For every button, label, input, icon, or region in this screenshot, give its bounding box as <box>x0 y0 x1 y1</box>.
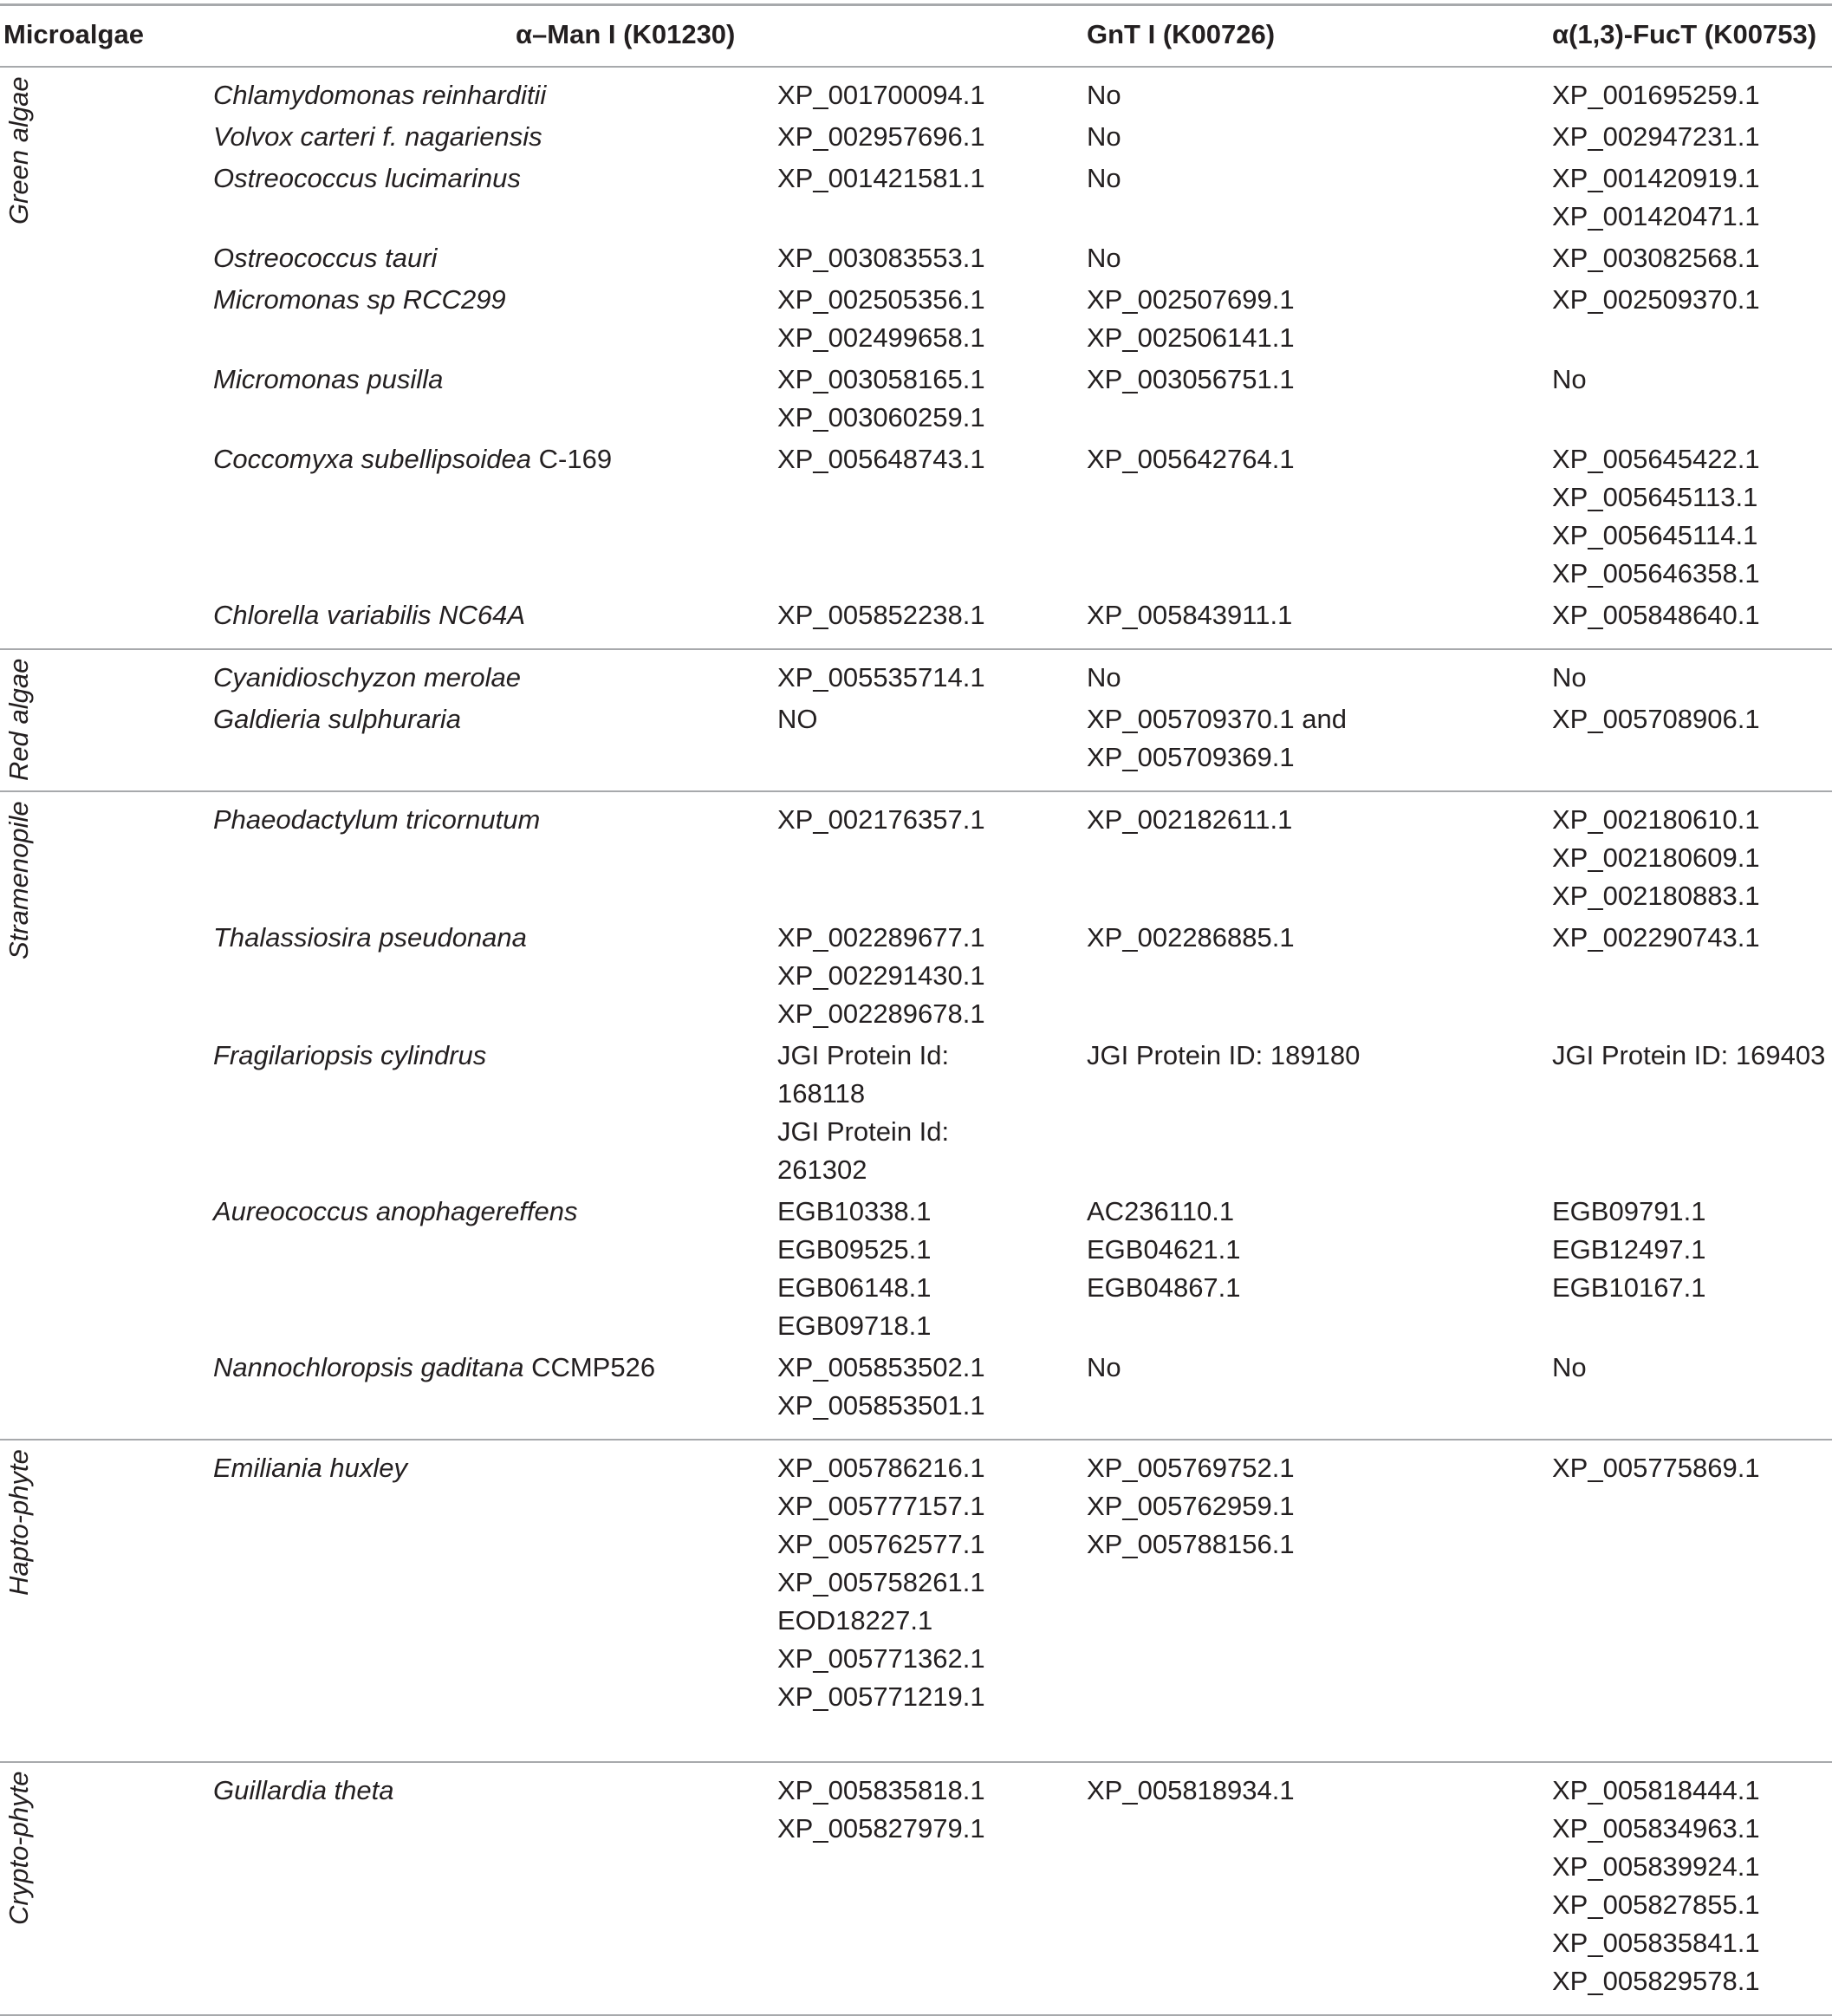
cell-fuct: XP_002180610.1 XP_002180609.1 XP_002180883.1 <box>1552 804 1760 911</box>
cell-fuct: XP_005848640.1 <box>1552 600 1760 630</box>
cell-man: XP_003083553.1 <box>777 243 985 273</box>
cell-man: EGB10338.1 EGB09525.1 EGB06148.1 EGB09718.1 <box>777 1196 932 1341</box>
cell-man: XP_002289677.1 XP_002291430.1 XP_002289678.1 <box>777 922 985 1029</box>
header-man-i: α–Man I (K01230) <box>516 19 736 49</box>
species-italic: Volvox carteri f. nagariensis <box>213 121 542 152</box>
species-name <box>213 659 521 697</box>
cell-gnt: JGI Protein ID: 189180 <box>1087 1040 1361 1070</box>
cell-fuct: EGB09791.1 EGB12497.1 EGB10167.1 <box>1552 1196 1706 1303</box>
cell-man: XP_001700094.1 <box>777 80 985 110</box>
cell-gnt: XP_005818934.1 <box>1087 1775 1295 1805</box>
species-italic: Galdieria sulphuraria <box>213 704 462 734</box>
header-gnt-i: GnT I (K00726) <box>1087 19 1276 49</box>
header-fuct: α(1,3)-FucT (K00753) <box>1552 19 1817 49</box>
cell-fuct: XP_005708906.1 <box>1552 704 1760 734</box>
group-label: Hapto-phyte <box>3 1449 34 1596</box>
group-label: Stramenopile <box>3 801 34 959</box>
cell-gnt: XP_005642764.1 <box>1087 444 1295 474</box>
species-name <box>213 919 527 957</box>
cell-fuct: XP_002509370.1 <box>1552 284 1760 315</box>
cell-man: XP_001421581.1 <box>777 163 985 193</box>
cell-man: XP_002957696.1 <box>777 121 985 152</box>
species-name <box>213 76 546 114</box>
cell-gnt: No <box>1087 662 1121 693</box>
cell-man: XP_005648743.1 <box>777 444 985 474</box>
cell-fuct: XP_001695259.1 <box>1552 80 1760 110</box>
cell-gnt: No <box>1087 163 1121 193</box>
species-italic: Nannochloropsis gaditana <box>213 1352 524 1382</box>
cell-fuct: XP_002947231.1 <box>1552 121 1760 152</box>
header-rule <box>0 66 1832 68</box>
cell-gnt: XP_002286885.1 <box>1087 922 1295 953</box>
cell-fuct: XP_003082568.1 <box>1552 243 1760 273</box>
species-strain: CCMP526 <box>523 1352 656 1382</box>
header-microalgae: Microalgae <box>3 19 144 49</box>
species-name <box>213 361 443 399</box>
species-italic: Emiliania huxley <box>213 1453 407 1483</box>
cell-gnt: No <box>1087 121 1121 152</box>
species-name <box>213 1037 486 1075</box>
cell-fuct: No <box>1552 1352 1587 1382</box>
species-italic: Thalassiosira pseudonana <box>213 922 527 953</box>
species-italic: Guillardia theta <box>213 1775 394 1805</box>
species-italic: Aureococcus anophagereffens <box>213 1196 578 1226</box>
species-italic: Fragilariopsis cylindrus <box>213 1040 487 1070</box>
cell-man: XP_005835818.1 XP_005827979.1 <box>777 1775 985 1844</box>
table-top-rule <box>0 3 1832 6</box>
cell-gnt: XP_002182611.1 <box>1087 804 1293 835</box>
species-name <box>213 1449 407 1487</box>
group-label: Green algae <box>3 76 34 224</box>
cell-fuct: JGI Protein ID: 169403 <box>1552 1040 1826 1070</box>
group-label: Red algae <box>3 658 34 781</box>
species-italic: Chlorella variabilis NC64A <box>213 600 526 630</box>
cell-gnt: XP_005709370.1 and XP_005709369.1 <box>1087 704 1347 772</box>
cell-man: XP_002176357.1 <box>777 804 985 835</box>
cell-man: XP_003058165.1 XP_003060259.1 <box>777 364 985 432</box>
cell-man: JGI Protein Id: 168118 JGI Protein Id: 261302 <box>777 1040 950 1185</box>
cell-gnt: XP_005769752.1 XP_005762959.1 XP_005788156.1 <box>1087 1453 1295 1559</box>
group-rule <box>0 648 1832 650</box>
cell-man: XP_002505356.1 XP_002499658.1 <box>777 284 985 353</box>
cell-man: XP_005852238.1 <box>777 600 985 630</box>
group-rule <box>0 1439 1832 1440</box>
cell-fuct: No <box>1552 364 1587 394</box>
species-name <box>213 801 540 839</box>
species-name <box>213 1349 655 1387</box>
species-italic: Chlamydomonas reinharditii <box>213 80 547 110</box>
group-rule <box>0 790 1832 792</box>
species-name <box>213 596 525 634</box>
cell-gnt: No <box>1087 80 1121 110</box>
species-italic: Coccomyxa subellipsoidea <box>213 444 532 474</box>
species-name <box>213 700 461 738</box>
cell-fuct: XP_002290743.1 <box>1552 922 1760 953</box>
cell-gnt: XP_003056751.1 <box>1087 364 1295 394</box>
cell-gnt: XP_005843911.1 <box>1087 600 1293 630</box>
cell-man: NO <box>777 704 818 734</box>
cell-man: XP_005535714.1 <box>777 662 985 693</box>
species-italic: Cyanidioschyzon merolae <box>213 662 521 693</box>
cell-fuct: XP_001420919.1 XP_001420471.1 <box>1552 163 1760 231</box>
species-name <box>213 1193 578 1231</box>
species-name <box>213 281 506 319</box>
cell-gnt: XP_002507699.1 XP_002506141.1 <box>1087 284 1295 353</box>
cell-fuct: XP_005775869.1 <box>1552 1453 1760 1483</box>
species-name <box>213 239 437 277</box>
cell-man: XP_005853502.1 XP_005853501.1 <box>777 1352 985 1421</box>
species-italic: Phaeodactylum tricornutum <box>213 804 541 835</box>
cell-man: XP_005786216.1 XP_005777157.1 XP_005762577.1 XP_005758261.1 EOD18227.1 XP_005771362.1 XP_005771219.1 <box>777 1453 985 1712</box>
cell-fuct: XP_005645422.1 XP_005645113.1 XP_005645114.1 XP_005646358.1 <box>1552 444 1760 589</box>
species-name <box>213 159 521 198</box>
species-italic: Ostreococcus lucimarinus <box>213 163 521 193</box>
group-rule <box>0 1761 1832 1763</box>
cell-gnt: No <box>1087 243 1121 273</box>
species-italic: Micromonas sp RCC299 <box>213 284 506 315</box>
cell-fuct: XP_005818444.1 XP_005834963.1 XP_005839924.1 XP_005827855.1 XP_005835841.1 XP_005829578.1 <box>1552 1775 1760 1996</box>
species-name <box>213 1772 394 1810</box>
species-name <box>213 440 612 478</box>
species-strain: C-169 <box>531 444 613 474</box>
cell-fuct: No <box>1552 662 1587 693</box>
species-italic: Ostreococcus tauri <box>213 243 438 273</box>
species-italic: Micromonas pusilla <box>213 364 444 394</box>
cell-gnt: AC236110.1 EGB04621.1 EGB04867.1 <box>1087 1196 1241 1303</box>
group-label: Crypto-phyte <box>3 1771 34 1925</box>
cell-gnt: No <box>1087 1352 1121 1382</box>
species-name <box>213 118 542 156</box>
